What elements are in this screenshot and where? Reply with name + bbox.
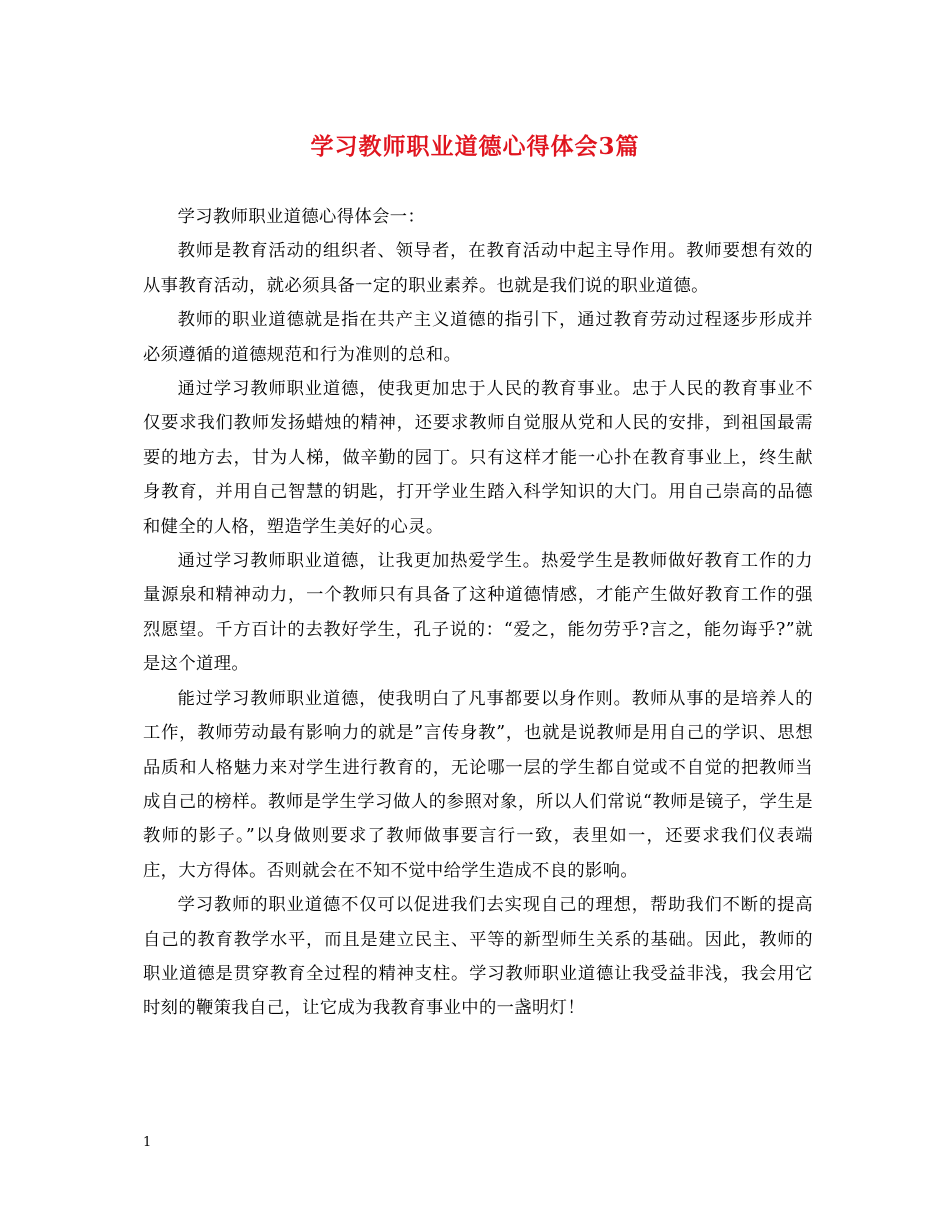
paragraph: 通过学习教师职业道德，让我更加热爱学生。热爱学生是教师做好教育工作的力量源泉和精神动力，一个教师只有具备了这种道德情感，才能产生做好教育工作的强烈愿望。千方百计的去教好学生，孔子说的：“爱之，能勿劳乎?言之，能勿诲乎?”就是这个道理。 [143, 551, 813, 675]
paragraph: 能过学习教师职业道德，使我明白了凡事都要以身作则。教师从事的是培养人的工作，教师劳动最有影响力的就是”言传身教”，也就是说教师是用自己的学识、思想品质和人格魅力来对学生进行教育的，无论哪一层的学生都自觉或不自觉的把教师当成自己的榜样。教师是学生学习做人的参照对象，所以人们常说“教师是镜子，学生是教师的影子。”以身做则要求了教师做事要言行一致，表里如一，还要求我们仪表端庄，大方得体。否则就会在不知不觉中给学生造成不良的影响。 [143, 688, 813, 881]
page-number: 1 [143, 1135, 152, 1150]
paragraph: 教师的职业道德就是指在共产主义道德的指引下，通过教育劳动过程逐步形成并必须遵循的道德规范和行为准则的总和。 [143, 310, 813, 365]
document-title: 学习教师职业道德心得体会3篇 [310, 133, 640, 160]
paragraph-subtitle: 学习教师职业道德心得体会一： [177, 207, 426, 227]
paragraph: 通过学习教师职业道德，使我更加忠于人民的教育事业。忠于人民的教育事业不仅要求我们教师发扬蜡烛的精神，还要求教师自觉服从党和人民的安排，到祖国最需要的地方去，甘为人梯，做辛勤的园丁。只有这样才能一心扑在教育事业上，终生献身教育，并用自己智慧的钥匙，打开学业生踏入科学知识的大门。用自己崇高的品德和健全的人格，塑造学生美好的心灵。 [143, 379, 813, 537]
document-body [143, 200, 813, 1026]
paragraph: 学习教师的职业道德不仅可以促进我们去实现自己的理想，帮助我们不断的提高自己的教育教学水平，而且是建立民主、平等的新型师生关系的基础。因此，教师的职业道德是贯穿教育全过程的精神支柱。学习教师职业道德让我受益非浅，我会用它时刻的鞭策我自己，让它成为我教育事业中的一盏明灯！ [143, 895, 813, 1019]
paragraph: 教师是教育活动的组织者、领导者，在教育活动中起主导作用。教师要想有效的从事教育活动，就必须具备一定的职业素养。也就是我们说的职业道德。 [143, 241, 813, 296]
